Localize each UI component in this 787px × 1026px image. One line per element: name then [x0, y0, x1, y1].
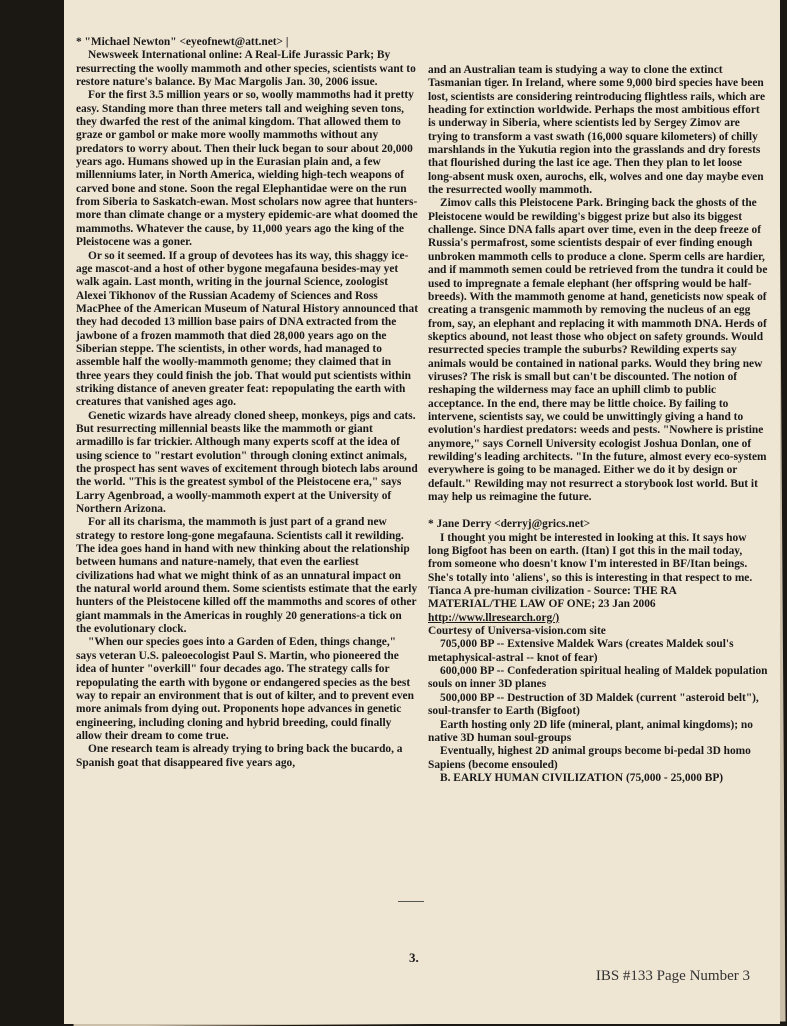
article-paragraph: For the first 3.5 million years or so, woolly mammoths had it pretty easy. Standing more than three meters tall and weighing seven tons, they dwarfed the rest of the animal kingdom. That allowed them to graze or gambol or make more woolly mammoths without any predators to worry about. Then their luck began to sour about 20,000 years ago. Humans showed up in the Eurasian plain and, a few millenniums later, in North America, wielding high-tech weapons of carved bone and stone. Soon the regal Elephantidae were on the run from Siberia to Saskatch-ewan. Most scholars now agree that hunters-more than climate change or a mystery epidemic-are what doomed the mammoths. Whatever the cause, by 11,000 years ago the king of the Pleistocene was a goner. [76, 89, 418, 249]
margin-dash-mark [398, 901, 424, 902]
handwritten-page-mark: 3. [409, 950, 419, 965]
list-item: Courtesy of Universa-vision.com site [428, 625, 606, 638]
entry2-header: * Jane Derry <derryj@grics.net> [428, 518, 591, 531]
entry2-intro-text: I thought you might be interested in looking at this. It says how long Bigfoot has been on earth. (Itan) I got this in the mail today, from someone who doesn't know I'm interested in BF/Itan beings. She's totally into 'aliens', so this is interesting in that respect to me. Tianca A pre-human civilization - Source: THE RA MATERIAL/THE LAW OF ONE; 23 Jan 2006 [428, 531, 753, 611]
article-paragraph: Or so it seemed. If a group of devotees has its way, this shaggy ice-age mascot-and a host of other bygone megafauna besides-may yet walk again. Last month, writing in the journal Science, zoologist Alexei Tikhonov of the Russian Academy of Sciences and Ross MacPhee of the American Museum of Natural History announced that they had decoded 13 million base pairs of DNA extracted from the jawbone of a frozen mammoth that died 28,000 years ago on the Siberian steppe. The scientists, in other words, had managed to assemble half the woolly-mammoth genome; they claimed that in three years they could finish the job. That would put scientists within striking distance of aneven greater feat: repopulating the earth with creatures that vanished ages ago. [76, 249, 418, 409]
left-column [76, 36, 418, 770]
list-item: 500,000 BP -- Destruction of 3D Maldek (current "asteroid belt"), soul-transfer to Earth (Bigfoot) [428, 691, 759, 718]
list-item: Earth hosting only 2D life (mineral, plant, animal kingdoms); no native 3D human soul-groups [428, 718, 753, 744]
list-item: B. EARLY HUMAN CIVILIZATION (75,000 - 25,000 BP) [440, 771, 724, 784]
entry2-intro [428, 532, 768, 625]
article-paragraph: Zimov calls this Pleistocene Park. Bringing back the ghosts of the Pleistocene would be rewilding's biggest prize but also its biggest challenge. Since DNA falls apart over time, even in the deep freeze of Russia's permafrost, some scientists despair of ever finding enough unbroken mammoth cells to produce a clone. Sperm cells are hardier, and if mammoth semen could be retrieved from the tundra it could be used to impregnate a female elephant (her offspring would be half-breeds). With the mammoth genome at hand, geneticists now speak of creating a transgenic mammoth by removing the nucleus of an egg from, say, an elephant and replacing it with mammoth DNA. Herds of skeptics abound, not least those who object on safety grounds. Would resurrected species trample the suburbs? Rewilding experts say animals would be contained in national parks. Would they bring new viruses? The risk is small but can't be discounted. The notion of reshaping the wilderness may face an uphill climb to public acceptance. In the end, there may be little choice. By failing to intervene, scientists say, we could be unwittingly giving a hand to evolution's hardiest predators: weeds and pests. "Nowhere is pristine anymore," says Cornell University ecologist Joshua Donlan, one of rewilding's leading architects. "In the future, almost every eco-system everywhere is going to be managed. Either we do it by design or default." Rewilding may not resurrect a storybook lost world. But it may help us reimagine the future. [428, 197, 768, 503]
list-item: 705,000 BP -- Extensive Maldek Wars (creates Maldek soul's metaphysical-astral -- knot of fear) [428, 638, 734, 664]
list-item: 600,000 BP -- Confederation spiritual healing of Maldek population souls on inner 3D planes [428, 665, 768, 691]
article-paragraph: One research team is already trying to bring back the bucardo, a Spanish goat that disappeared five years ago, [76, 743, 403, 769]
article-paragraph: and an Australian team is studying a way to clone the extinct Tasmanian tiger. In Ireland, where some 9,000 bird species have been lost, scientists are considering reintroducing flightless rails, which are heading for extinction worldwide. Perhaps the most ambitious effort is underway in Siberia, where scientists led by Sergey Zimov are trying to transform a vast swath (16,000 square kilometers) of chilly marshlands in the Yukutia region into the grasslands and dry forests that flourished during the last ice age. Then they plan to let loose long-absent musk oxen, aurochs, elk, wolves and one day maybe even the resurrected woolly mammoth. [428, 64, 766, 197]
entry1-source: Newsweek International online: A Real-Life Jurassic Park; By resurrecting the woolly mammoth and other species, scientists want to restore nature's balance. By Mac Margolis Jan. 30, 2006 issue. [76, 49, 416, 89]
entry1-header: * "Michael Newton" <eyeofnewt@att.net> | [76, 36, 289, 48]
llresearch-link[interactable]: http://www.llresearch.org/) [428, 611, 560, 624]
right-column [428, 64, 768, 785]
article-paragraph: For all its charisma, the mammoth is just part of a grand new strategy to restore long-gone megafauna. Scientists call it rewilding. The idea goes hand in hand with new thinking about the relationship between humans and nature-namely, that even the earliest civilizations had what we might think of as an unnatural impact on the natural world around them. Some scientists estimate that the early hunters of the Pleistocene killed off the mammoths and scores of other giant mammals in the Americas in roughly 20 generations-a tick on the evolutionary clock. [76, 516, 418, 636]
article-paragraph: Genetic wizards have already cloned sheep, monkeys, pigs and cats. But resurrecting millennial beasts like the mammoth or giant armadillo is far trickier. Although many experts scoff at the idea of using science to "restart evolution" through cloning extinct animals, the prospect has sent waves of excitement through biotech labs around the world. "This is the greatest symbol of the Pleistocene era," says Larry Agenbroad, a woolly-mammoth expert at the University of Northern Arizona. [76, 409, 418, 516]
newsletter-page [64, 0, 780, 1024]
article-paragraph: "When our species goes into a Garden of Eden, things change," says veteran U.S. paleoecologist Paul S. Martin, who pioneered the idea of hunter "overkill" four decades ago. The strategy calls for repopulating the earth with bygone or endangered species as the best way to repair an environment that is out of kilter, and to prevent even more animals from dying out. Proponents hope advances in genetic engineering, including cloning and hybrid breeding, could finally allow their dream to come true. [76, 636, 414, 742]
list-item: Eventually, highest 2D animal groups become bi-pedal 3D homo Sapiens (become ensouled) [428, 745, 751, 771]
page-footer: IBS #133 Page Number 3 [595, 968, 750, 984]
